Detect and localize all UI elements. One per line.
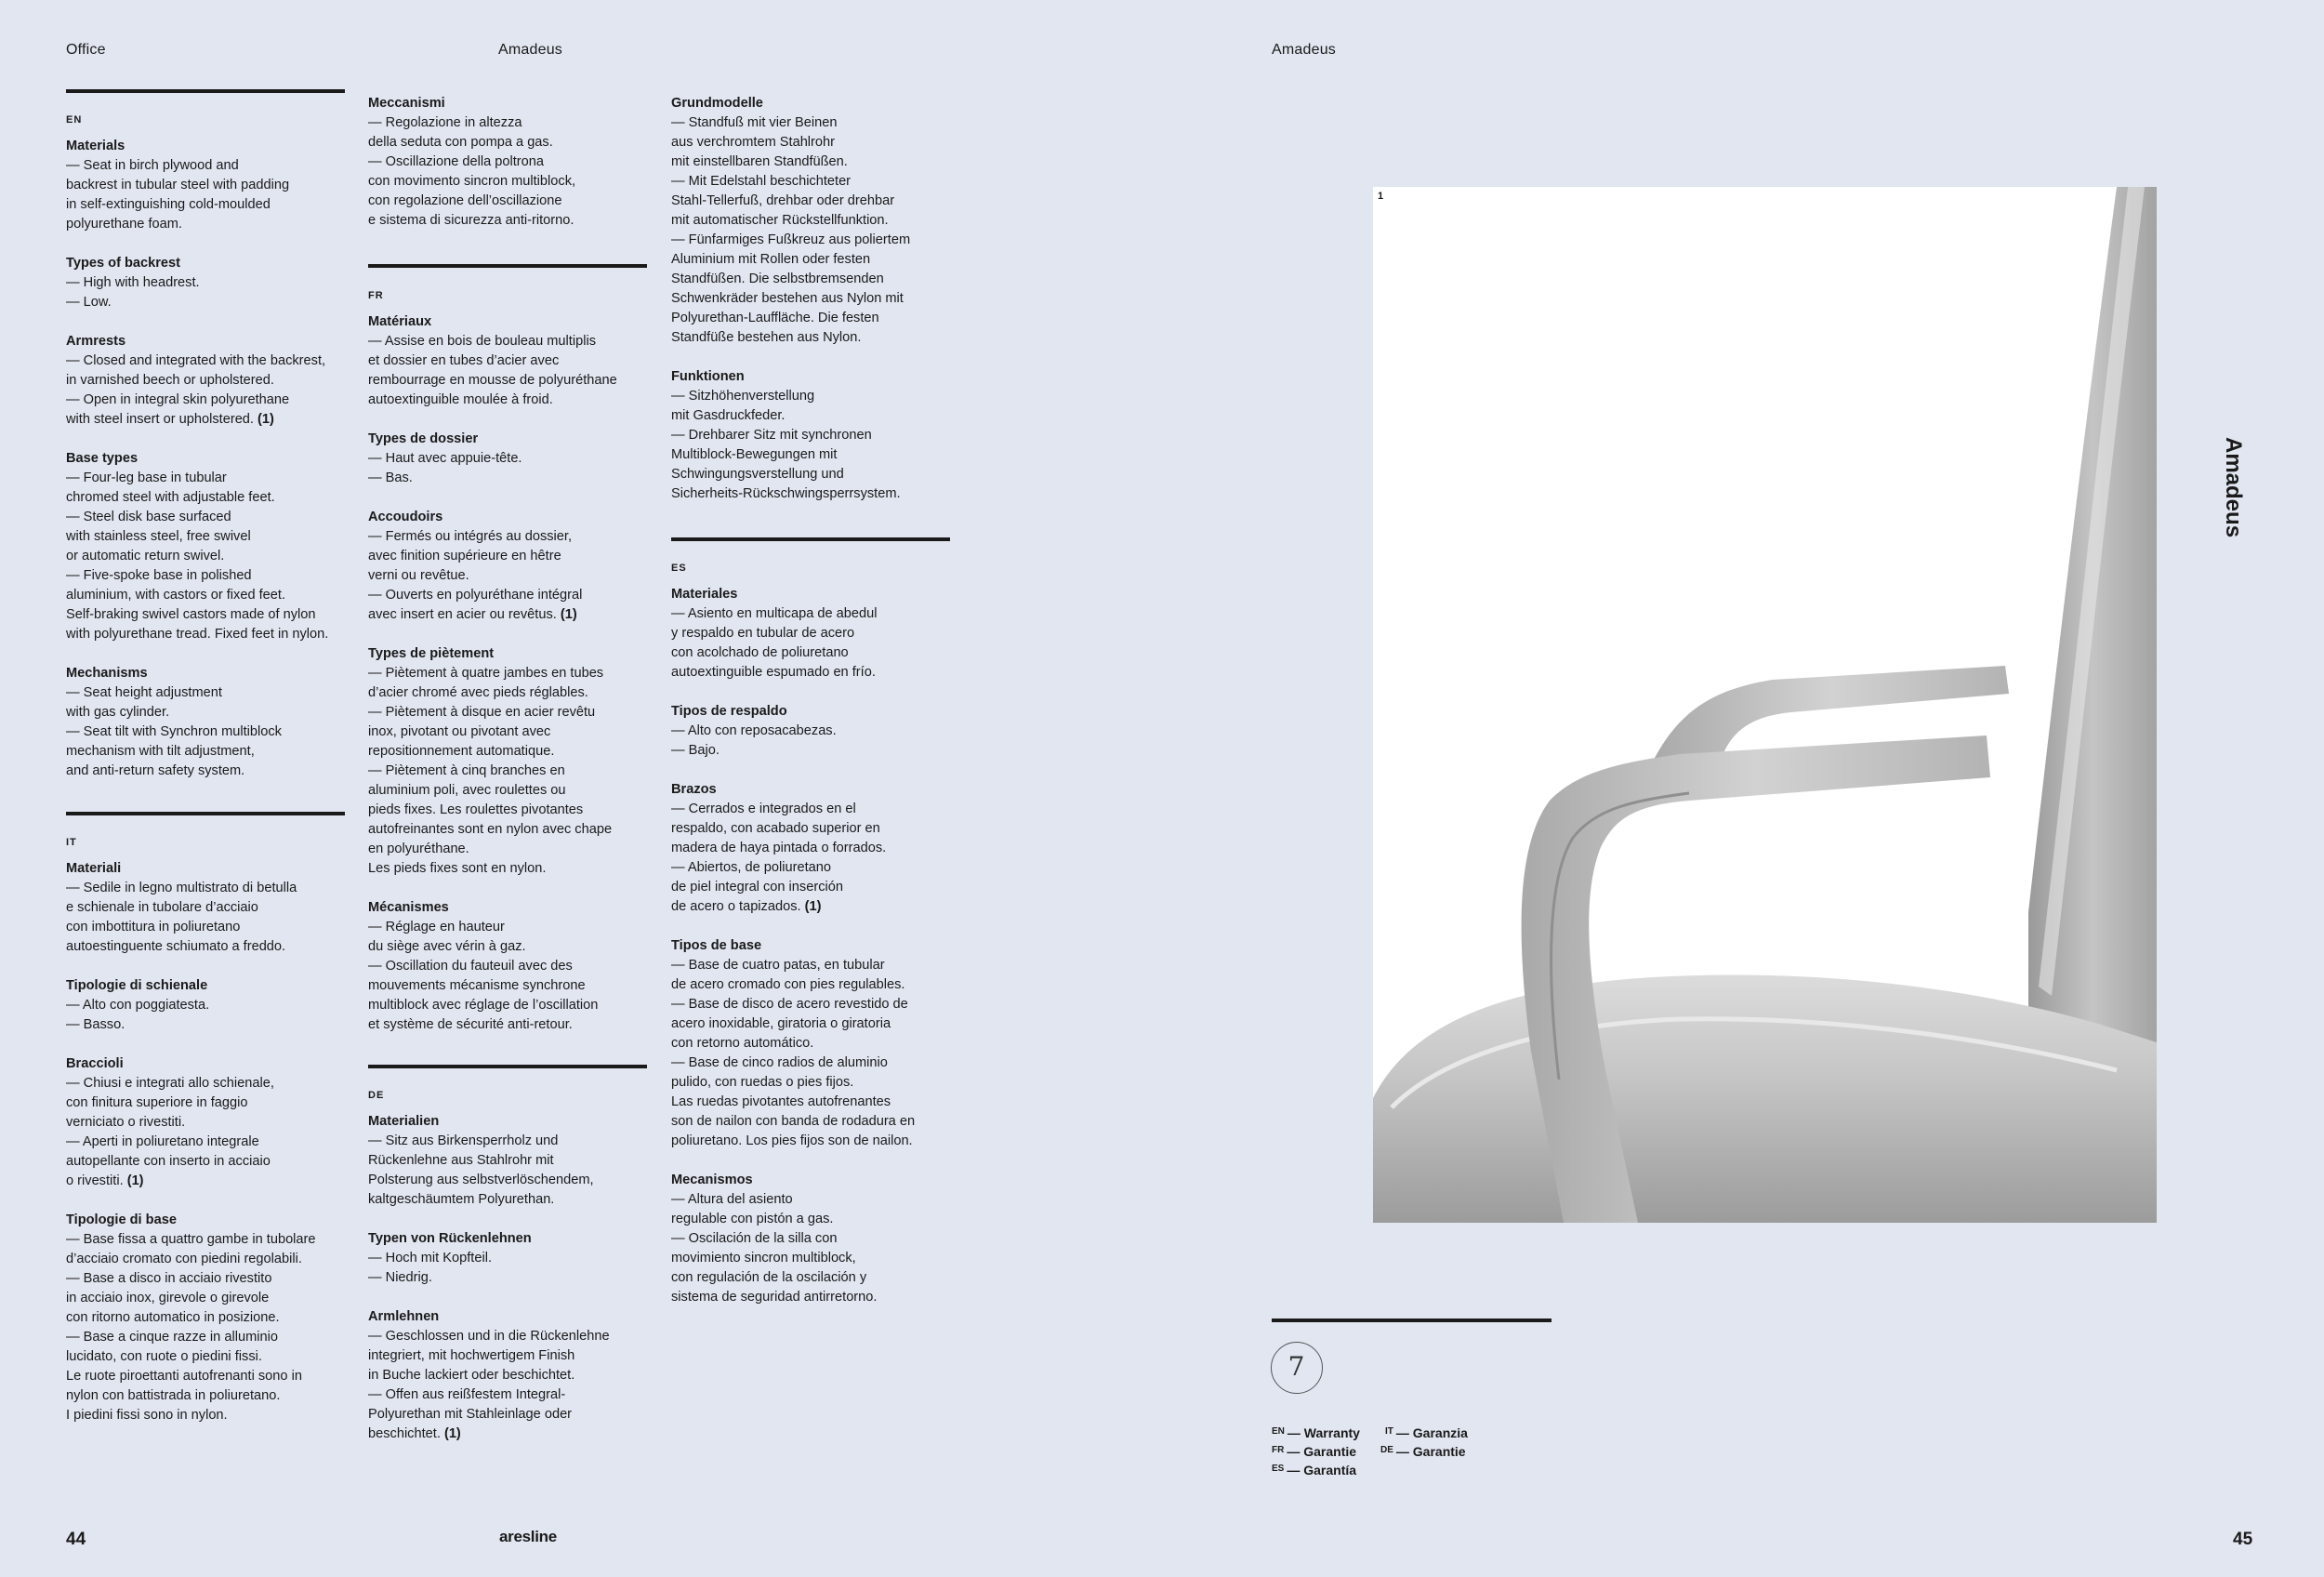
text-line: — High with headrest. — [66, 275, 200, 290]
de-g5-group — [671, 367, 950, 504]
text-line: — Fermés ou intégrés au dossier, — [368, 529, 573, 544]
text-line: autoestinguente schiumato a freddo. — [66, 939, 286, 954]
chair-armrest-illustration — [1373, 187, 2157, 1223]
text-line: autoextinguible espumado en frío. — [671, 665, 876, 680]
text-line-with-ref — [66, 1172, 345, 1191]
text-line-with-ref — [368, 1425, 647, 1444]
text-line: Schwenkräder bestehen aus Nylon mit — [671, 291, 904, 306]
text-line: inox, pivotant ou pivotant avec — [368, 724, 551, 739]
text-line: Polsterung aus selbstverlöschendem, — [368, 1173, 594, 1187]
text-line: Las ruedas pivotantes autofrenantes — [671, 1094, 891, 1109]
text-line-with-ref — [671, 897, 950, 917]
text-line: Les pieds fixes sont en nylon. — [368, 861, 547, 876]
text-line: Standfüßen. Die selbstbremsenden — [671, 272, 884, 286]
text-line: I piedini fissi sono in nylon. — [66, 1408, 228, 1423]
en-g1-group — [66, 137, 345, 234]
text-line: lucidato, con ruote o piedini fissi. — [66, 1349, 262, 1364]
text-line: with stainless steel, free swivel — [66, 529, 251, 544]
text-line: Standfüße bestehen aus Nylon. — [671, 330, 862, 345]
text-line: nylon con battistrada in poliuretano. — [66, 1388, 281, 1403]
section-it — [66, 833, 345, 1445]
text-line: d’acier chromé avec pieds réglables. — [368, 685, 588, 700]
group-heading: Types of backrest — [66, 256, 181, 271]
section-de — [368, 1086, 647, 1464]
text-line: con regolazione dell’oscillazione — [368, 193, 562, 208]
text-line: — Niedrig. — [368, 1270, 432, 1285]
text-line: — Drehbarer Sitz mit synchronen — [671, 428, 872, 443]
text-line: with gas cylinder. — [66, 705, 170, 720]
text-line: — Steel disk base surfaced — [66, 510, 231, 524]
en-g5-group — [66, 664, 345, 781]
text-line: mechanism with tilt adjustment, — [66, 744, 255, 759]
text-line: — Réglage en hauteur — [368, 920, 505, 934]
text-line: in acciaio inox, girevole o girevole — [66, 1291, 270, 1305]
text-line: madera de haya pintada o forrados. — [671, 841, 887, 855]
text-line: multiblock avec réglage de l’oscillation — [368, 998, 599, 1013]
text-line: regulable con pistón a gas. — [671, 1212, 834, 1226]
text-line: avec insert en acier ou revêtus. — [368, 607, 557, 622]
text-line: — Assise en bois de bouleau multiplis — [368, 334, 596, 349]
group-heading: Brazos — [671, 782, 717, 797]
group-heading: Typen von Rückenlehnen — [368, 1231, 532, 1246]
group-heading: Matériaux — [368, 314, 432, 329]
text-line: rembourrage en mousse de polyuréthane — [368, 373, 617, 388]
text-line: — Base a cinque razze in alluminio — [66, 1330, 278, 1345]
text-line: aluminium poli, avec roulettes ou — [368, 783, 566, 798]
section-en — [66, 111, 345, 801]
es-g4-group — [671, 936, 950, 1151]
it-g5-group — [368, 94, 647, 231]
text-line: Aluminium mit Rollen oder festen — [671, 252, 871, 267]
text-line: Self-braking swivel castors made of nylon — [66, 607, 316, 622]
text-line: — Sitz aus Birkensperrholz und — [368, 1133, 559, 1148]
section-es — [671, 559, 950, 1327]
page-number-right: 45 — [2233, 1530, 2253, 1549]
text-line: en polyuréthane. — [368, 842, 469, 856]
text-line: — Low. — [66, 295, 112, 310]
text-line: — Altura del asiento — [671, 1192, 793, 1207]
brand-logo: aresline — [499, 1528, 557, 1545]
text-line: della seduta con pompa a gas. — [368, 135, 553, 150]
text-line: — Asiento en multicapa de abedul — [671, 606, 878, 621]
text-line: con ritorno automatico in posizione. — [66, 1310, 280, 1325]
text-line: Polyurethan-Lauffläche. Die festen — [671, 311, 879, 325]
text-line: autofreinantes sont en nylon avec chape — [368, 822, 613, 837]
text-line: du siège avec vérin à gaz. — [368, 939, 526, 954]
text-line: — Oscillazione della poltrona — [368, 154, 545, 169]
text-line: or automatic return swivel. — [66, 549, 225, 563]
text-line: — Seat in birch plywood and — [66, 158, 239, 173]
product-photo — [1373, 187, 2157, 1223]
image-reference: (1) — [804, 899, 822, 914]
it-g4-group — [66, 1211, 345, 1425]
group-heading: Types de dossier — [368, 431, 479, 446]
text-line: — Bas. — [368, 470, 413, 485]
fr-g3-group — [368, 508, 647, 625]
text-line: kaltgeschäumtem Polyurethan. — [368, 1192, 555, 1207]
language-code: EN — [66, 114, 83, 126]
text-line: repositionnement automatique. — [368, 744, 555, 759]
de-g3-group — [368, 1307, 647, 1444]
text-line: — Abiertos, de poliuretano — [671, 860, 831, 875]
text-line: with polyurethane tread. Fixed feet in nylon. — [66, 627, 329, 642]
text-line: con regulación de la oscilación y — [671, 1270, 867, 1285]
text-line-with-ref — [66, 410, 345, 430]
image-reference: (1) — [443, 1426, 461, 1441]
fr-g1-group — [368, 312, 647, 410]
section-title: Office — [66, 42, 106, 58]
text-line: con imbottitura in poliuretano — [66, 920, 241, 934]
text-line: — Oscillation du fauteuil avec des — [368, 959, 573, 974]
text-line: — Base de disco de acero revestido de — [671, 997, 908, 1012]
text-line: d’acciaio cromato con piedini regolabili. — [66, 1252, 302, 1266]
text-line: Polyurethan mit Stahleinlage oder — [368, 1407, 573, 1422]
group-heading: Tipos de respaldo — [671, 704, 787, 719]
text-line: e sistema di sicurezza anti-ritorno. — [368, 213, 574, 228]
text-line: verni ou revêtue. — [368, 568, 469, 583]
text-line: verniciato o rivestiti. — [66, 1115, 186, 1130]
text-line: con movimento sincron multiblock, — [368, 174, 576, 189]
image-reference: (1) — [126, 1173, 144, 1188]
text-line: Stahl-Tellerfuß, drehbar oder drehbar — [671, 193, 895, 208]
group-heading: Braccioli — [66, 1056, 124, 1071]
text-line: y respaldo en tubular de acero — [671, 626, 855, 641]
it-g2-group — [66, 976, 345, 1035]
text-line: — Seat height adjustment — [66, 685, 222, 700]
section-rule-en — [66, 89, 345, 93]
text-line: — Base de cinco radios de aluminio — [671, 1055, 888, 1070]
text-line: — Offen aus reißfestem Integral- — [368, 1387, 566, 1402]
section-it-continued — [368, 94, 647, 250]
language-code: IT — [66, 837, 77, 848]
en-g3-group — [66, 332, 345, 430]
text-line: — Oscilación de la silla con — [671, 1231, 838, 1246]
text-line: — Sitzhöhenverstellung — [671, 389, 815, 404]
group-heading: Mechanisms — [66, 666, 148, 681]
language-code: DE — [368, 1090, 385, 1101]
fr-g5-group — [368, 898, 647, 1035]
text-line: — Hoch mit Kopfteil. — [368, 1251, 493, 1266]
text-line: — Chiusi e integrati allo schienale, — [66, 1076, 274, 1091]
es-g5-group — [671, 1171, 950, 1307]
section-rule-es — [671, 537, 950, 541]
de-g4-group — [671, 94, 950, 348]
warranty-de: $^{DE}$ — Garantie — [1380, 1444, 1466, 1459]
text-line: mit Gasdruckfeder. — [671, 408, 786, 423]
group-heading: Tipos de base — [671, 938, 762, 953]
text-line: son de nailon con banda de rodadura en — [671, 1114, 916, 1129]
text-line: mouvements mécanisme synchrone — [368, 978, 586, 993]
text-line: — Piètement à cinq branches en — [368, 763, 565, 778]
group-heading: Base types — [66, 451, 139, 466]
es-g1-group — [671, 585, 950, 682]
text-line: de piel integral con inserción — [671, 880, 843, 895]
text-line: — Four-leg base in tubular — [66, 470, 227, 485]
text-line: — Geschlossen und in die Rückenlehne — [368, 1329, 610, 1344]
group-heading: Materials — [66, 139, 125, 153]
text-line: poliuretano. Los pies fijos son de nailon. — [671, 1133, 913, 1148]
group-heading: Materialien — [368, 1114, 440, 1129]
text-line: movimiento sincron multiblock, — [671, 1251, 856, 1266]
warranty-years: 7 — [1287, 1351, 1305, 1382]
text-line: integriert, mit hochwertigem Finish — [368, 1348, 575, 1363]
text-line: in self-extinguishing cold-moulded — [66, 197, 271, 212]
text-line: — Base a disco in acciaio rivestito — [66, 1271, 272, 1286]
text-line: e schienale in tubolare d’acciaio — [66, 900, 258, 915]
text-line: — Aperti in poliuretano integrale — [66, 1134, 259, 1149]
text-line: — Ouverts en polyuréthane intégral — [368, 588, 583, 603]
text-line: mit automatischer Rückstellfunktion. — [671, 213, 889, 228]
text-line: — Alto con reposacabezas. — [671, 723, 837, 738]
text-line: — Base de cuatro patas, en tubular — [671, 958, 885, 973]
text-line: Le ruote piroettanti autofrenanti sono in — [66, 1369, 302, 1384]
group-heading: Types de piètement — [368, 646, 495, 661]
language-code: ES — [671, 563, 687, 574]
group-heading: Armrests — [66, 334, 126, 349]
text-line: — Sedile in legno multistrato di betulla — [66, 881, 297, 895]
warranty-it: $^{IT}$ — Garanzia — [1385, 1425, 1468, 1440]
text-line: — Seat tilt with Synchron multiblock — [66, 724, 282, 739]
text-line: in Buche lackiert oder beschichtet. — [368, 1368, 575, 1383]
section-de-continued — [671, 94, 950, 523]
text-line: — Fünfarmiges Fußkreuz aus poliertem — [671, 232, 911, 247]
section-rule-it — [66, 812, 345, 815]
text-line: de acero cromado con pies regulables. — [671, 977, 905, 992]
text-line: avec finition supérieure en hêtre — [368, 549, 561, 563]
group-heading: Tipologie di base — [66, 1213, 177, 1227]
group-heading: Meccanismi — [368, 96, 445, 111]
text-line: chromed steel with adjustable feet. — [66, 490, 275, 505]
image-reference: (1) — [257, 412, 274, 427]
text-line: respaldo, con acabado superior en — [671, 821, 880, 836]
text-line: autoextinguible moulée à froid. — [368, 392, 553, 407]
image-reference: (1) — [560, 607, 577, 622]
text-line: Multiblock-Bewegungen mit — [671, 447, 838, 462]
text-line: aus verchromtem Stahlrohr — [671, 135, 836, 150]
text-line: beschichtet. — [368, 1426, 441, 1441]
text-line: — Cerrados e integrados en el — [671, 802, 856, 816]
group-heading: Materiales — [671, 587, 738, 602]
text-line: — Haut avec appuie-tête. — [368, 451, 522, 466]
warranty-rule — [1272, 1319, 1552, 1322]
it-g3-group — [66, 1054, 345, 1191]
text-line: con acolchado de poliuretano — [671, 645, 849, 660]
photo-number: 1 — [1378, 191, 1384, 202]
section-fr — [368, 286, 647, 1054]
text-line: de acero o tapizados. — [671, 899, 801, 914]
es-g2-group — [671, 702, 950, 761]
section-rule-fr — [368, 264, 647, 268]
text-line: Rückenlehne aus Stahlrohr mit — [368, 1153, 554, 1168]
text-line: in varnished beech or upholstered. — [66, 373, 274, 388]
text-line: — Base fissa a quattro gambe in tubolare — [66, 1232, 316, 1247]
text-line: — Five-spoke base in polished — [66, 568, 252, 583]
warranty-fr: $^{FR}$ — Garantie — [1272, 1444, 1357, 1459]
text-line: Schwingungsverstellung und — [671, 467, 844, 482]
group-heading: Materiali — [66, 861, 122, 876]
text-line: autopellante con inserto in acciaio — [66, 1154, 271, 1169]
warranty-badge-icon — [1271, 1342, 1323, 1394]
text-line: mit einstellbaren Standfüßen. — [671, 154, 848, 169]
es-g3-group — [671, 780, 950, 917]
text-line: with steel insert or upholstered. — [66, 412, 254, 427]
text-line: — Piètement à quatre jambes en tubes — [368, 666, 604, 681]
product-title-right: Amadeus — [1272, 42, 1336, 58]
text-line: — Standfuß mit vier Beinen — [671, 115, 838, 130]
text-line: — Mit Edelstahl beschichteter — [671, 174, 852, 189]
language-code: FR — [368, 290, 384, 301]
text-line-with-ref — [368, 605, 647, 625]
text-line: — Basso. — [66, 1017, 125, 1032]
text-line: — Open in integral skin polyurethane — [66, 392, 290, 407]
warranty-en: $^{EN}$ — Warranty — [1272, 1425, 1360, 1440]
group-heading: Tipologie di schienale — [66, 978, 208, 993]
product-title-left: Amadeus — [498, 42, 562, 58]
text-line: o rivestiti. — [66, 1173, 124, 1188]
fr-g4-group — [368, 644, 647, 879]
en-g4-group — [66, 449, 345, 644]
text-line: — Alto con poggiatesta. — [66, 998, 210, 1013]
de-g2-group — [368, 1229, 647, 1288]
text-line: aluminium, with castors or fixed feet. — [66, 588, 286, 603]
section-rule-de — [368, 1065, 647, 1068]
group-heading: Accoudoirs — [368, 510, 443, 524]
text-line: backrest in tubular steel with padding — [66, 178, 290, 192]
group-heading: Grundmodelle — [671, 96, 763, 111]
group-heading: Funktionen — [671, 369, 745, 384]
text-line: con retorno automático. — [671, 1036, 814, 1051]
group-heading: Mecanismos — [671, 1173, 753, 1187]
en-g2-group — [66, 254, 345, 312]
fr-g2-group — [368, 430, 647, 488]
text-line: pieds fixes. Les roulettes pivotantes — [368, 802, 584, 817]
text-line: — Closed and integrated with the backrest, — [66, 353, 326, 368]
warranty-es: $^{ES}$ — Garantía — [1272, 1463, 1357, 1478]
text-line: sistema de seguridad antirretorno. — [671, 1290, 878, 1305]
text-line: and anti-return safety system. — [66, 763, 245, 778]
it-g1-group — [66, 859, 345, 957]
text-line: pulido, con ruedas o pies fijos. — [671, 1075, 854, 1090]
text-line: et système de sécurité anti-retour. — [368, 1017, 573, 1032]
text-line: con finitura superiore in faggio — [66, 1095, 248, 1110]
text-line: — Regolazione in altezza — [368, 115, 522, 130]
text-line: — Bajo. — [671, 743, 720, 758]
group-heading: Mécanismes — [368, 900, 449, 915]
text-line: acero inoxidable, giratoria o giratoria — [671, 1016, 891, 1031]
page-number-left: 44 — [66, 1530, 86, 1549]
group-heading: Armlehnen — [368, 1309, 440, 1324]
text-line: — Piètement à disque en acier revêtu — [368, 705, 596, 720]
vertical-product-title: Amadeus — [2221, 437, 2246, 538]
text-line: et dossier en tubes d’acier avec — [368, 353, 560, 368]
text-line: Sicherheits-Rückschwingsperrsystem. — [671, 486, 901, 501]
de-g1-group — [368, 1112, 647, 1210]
text-line: polyurethane foam. — [66, 217, 182, 232]
